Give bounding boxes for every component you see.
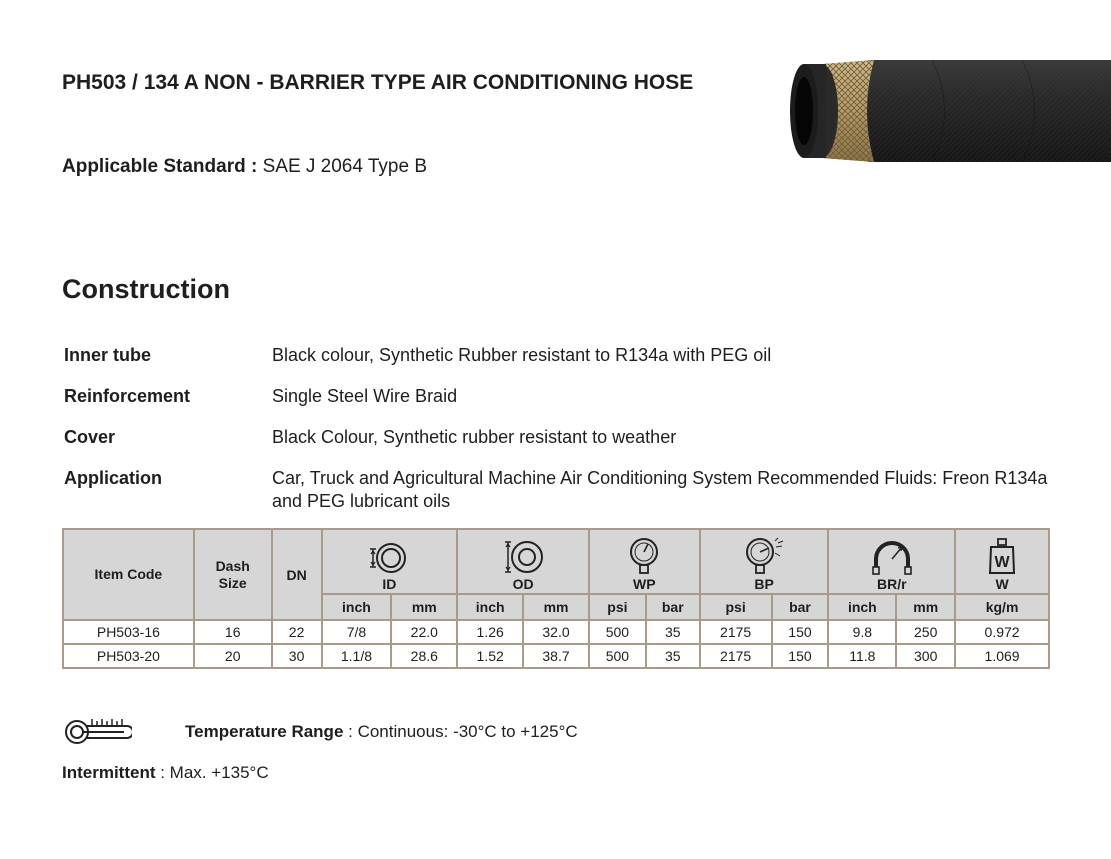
wp-gauge-icon (627, 537, 661, 575)
header-item-code (63, 529, 194, 620)
table-cell: 32.0 (523, 620, 589, 644)
od-icon (501, 539, 545, 575)
header-br-label: BR/r (877, 575, 907, 592)
table-cell: 1.26 (457, 620, 523, 644)
unit-header: psi (589, 594, 646, 620)
table-cell: 300 (896, 644, 955, 668)
table-cell: 150 (772, 620, 829, 644)
bp-gauge-icon (742, 537, 786, 575)
construction-label: Reinforcement (64, 386, 191, 406)
spec-table (62, 528, 1050, 669)
unit-header: inch (828, 594, 896, 620)
header-wp (589, 529, 700, 594)
table-cell: 1.1/8 (322, 644, 392, 668)
table-cell: PH503-16 (63, 620, 194, 644)
standard-label: Applicable Standard : (62, 156, 258, 177)
header-wp-label: WP (633, 575, 656, 592)
applicable-standard (62, 156, 427, 178)
table-cell: 38.7 (523, 644, 589, 668)
unit-header: mm (391, 594, 457, 620)
table-cell: 35 (646, 620, 700, 644)
header-id-label: ID (382, 575, 397, 592)
table-cell: 250 (896, 620, 955, 644)
table-cell: PH503-20 (63, 644, 194, 668)
table-cell: 30 (272, 644, 322, 668)
table-cell: 22.0 (391, 620, 457, 644)
header-item-code-label: Item Code (94, 566, 163, 582)
hose-product-image (782, 54, 1111, 164)
table-cell: 28.6 (391, 644, 457, 668)
id-icon (367, 541, 411, 575)
table-cell: 9.8 (828, 620, 896, 644)
construction-heading: Construction (62, 274, 230, 304)
table-cell: 22 (272, 620, 322, 644)
construction-label: Inner tube (64, 345, 152, 365)
unit-header: bar (772, 594, 829, 620)
unit-header: kg/m (955, 594, 1049, 620)
page-title: PH503 / 134 A NON - BARRIER TYPE AIR CONDITIONING HOSE (62, 71, 694, 94)
unit-header: inch (457, 594, 523, 620)
construction-label: Application (64, 468, 162, 488)
spec-table-body (63, 620, 1049, 668)
intermittent-value: : Max. +135°C (155, 763, 269, 782)
unit-header: psi (700, 594, 772, 620)
bend-radius-icon (869, 537, 915, 575)
table-cell: 2175 (700, 644, 772, 668)
construction-value: Single Steel Wire Braid (272, 386, 458, 406)
table-row (63, 620, 1049, 644)
table-cell: 1.069 (955, 644, 1049, 668)
unit-header: mm (523, 594, 589, 620)
header-od (457, 529, 589, 594)
table-cell: 7/8 (322, 620, 392, 644)
header-dn (272, 529, 322, 620)
intermittent-label: Intermittent (62, 763, 156, 782)
table-cell: 500 (589, 644, 646, 668)
table-row (63, 644, 1049, 668)
table-cell: 0.972 (955, 620, 1049, 644)
header-dn-label: DN (286, 566, 307, 583)
weight-icon-letter: W (994, 553, 1010, 571)
header-dash-size (194, 529, 272, 620)
header-dash-size-label: Dash Size (215, 557, 250, 591)
header-w-label: W (995, 575, 1009, 592)
header-w (955, 529, 1049, 594)
table-cell: 11.8 (828, 644, 896, 668)
construction-label: Cover (64, 427, 116, 447)
table-cell: 35 (646, 644, 700, 668)
thermometer-icon (64, 715, 132, 747)
table-cell: 500 (589, 620, 646, 644)
table-cell: 2175 (700, 620, 772, 644)
header-br (828, 529, 955, 594)
temperature-label: Temperature Range (185, 722, 344, 741)
table-cell: 20 (194, 644, 272, 668)
construction-value: Black Colour, Synthetic rubber resistant to weather (272, 427, 677, 447)
standard-value: SAE J 2064 Type B (262, 156, 428, 177)
header-od-label: OD (512, 575, 534, 592)
table-cell: 16 (194, 620, 272, 644)
header-id (322, 529, 458, 594)
weight-icon (987, 537, 1017, 575)
construction-value: Black colour, Synthetic Rubber resistant to R134a with PEG oil (272, 345, 772, 365)
header-bp (700, 529, 829, 594)
temperature-range (185, 722, 578, 742)
intermittent-temperature (62, 763, 269, 783)
table-cell: 150 (772, 644, 829, 668)
header-bp-label: BP (754, 575, 774, 592)
table-cell: 1.52 (457, 644, 523, 668)
unit-header: inch (322, 594, 392, 620)
unit-header: bar (646, 594, 700, 620)
construction-value: Car, Truck and Agricultural Machine Air Conditioning System Recommended Fluids: Freon R134a and PEG lubricant oils (272, 468, 1048, 511)
temperature-value: : Continuous: -30°C to +125°C (343, 722, 578, 741)
unit-header: mm (896, 594, 955, 620)
